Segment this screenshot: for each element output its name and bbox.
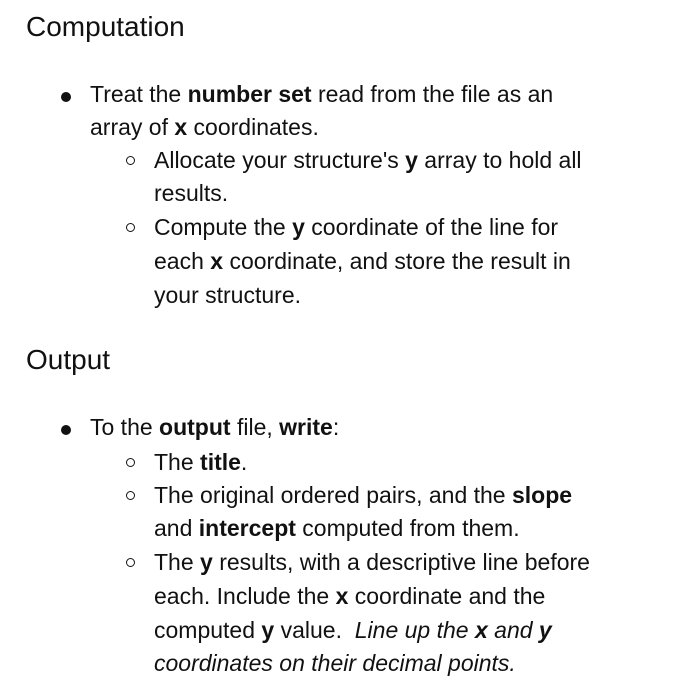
computation-sub2-line-2: each x coordinate, and store the result in: [154, 248, 571, 274]
bullet-circle-icon: [126, 223, 135, 232]
bold-term: write: [279, 414, 333, 440]
bullet-circle-icon: [126, 156, 135, 165]
bold-term: slope: [512, 482, 573, 508]
bold-term: x: [174, 114, 188, 140]
computation-item-line-2: array of x coordinates.: [90, 114, 319, 140]
output-sub1-line-1: The title.: [154, 449, 248, 475]
output-sub2-line-2: and intercept computed from them.: [154, 515, 520, 541]
bullet-circle-icon: [126, 458, 135, 467]
output-item-line-1: To the output file, write:: [90, 414, 340, 440]
computation-sub1-line-1: Allocate your structure's y array to hold all: [154, 147, 582, 173]
bold-term: x: [335, 583, 349, 609]
output-sub3-line-2: each. Include the x coordinate and the: [154, 583, 546, 609]
bold-term: x: [210, 248, 224, 274]
italic-note: coordinates on their decimal points.: [154, 650, 516, 676]
computation-sub1-line-2: results.: [154, 180, 229, 206]
bold-term: y: [405, 147, 418, 173]
computation-sub2-line-3: your structure.: [154, 282, 301, 308]
bold-term: y: [200, 549, 213, 575]
bold-term: y: [292, 214, 305, 240]
output-heading: Output: [26, 344, 111, 375]
output-sub3-line-1: The y results, with a descriptive line before: [154, 549, 590, 575]
output-sub3-line-3: computed y value. Line up the x and y: [154, 617, 552, 643]
bold-term: intercept: [198, 515, 296, 541]
computation-sub2-line-1: Compute the y coordinate of the line for: [154, 214, 559, 240]
computation-item-line-1: Treat the number set read from the file as an: [90, 81, 554, 107]
bold-term: title: [200, 449, 241, 475]
bullet-disc-icon: [61, 92, 71, 102]
bullet-disc-icon: [61, 425, 71, 435]
bullet-circle-icon: [126, 558, 135, 567]
italic-note: Line up the x and y: [354, 617, 552, 643]
bold-term: y: [261, 617, 275, 643]
bullet-circle-icon: [126, 491, 135, 500]
bold-term: output: [159, 414, 231, 440]
output-sub3-line-4: [154, 647, 516, 681]
computation-heading: Computation: [26, 11, 185, 42]
bold-term: number set: [187, 81, 312, 107]
output-sub2-line-1: The original ordered pairs, and the slope: [154, 482, 573, 508]
